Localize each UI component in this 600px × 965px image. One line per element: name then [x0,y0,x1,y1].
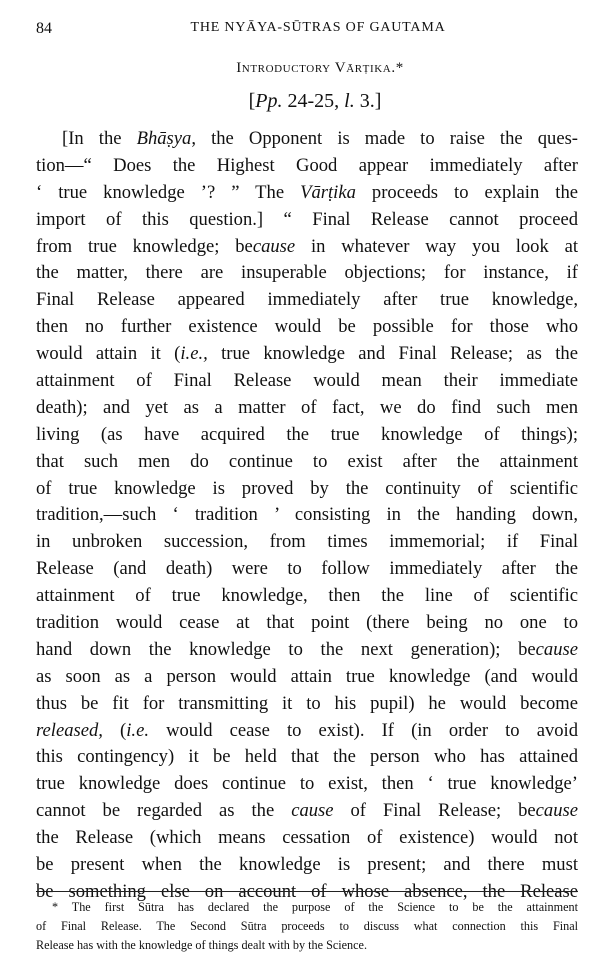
text-line: then no further existence would be possible for those who [36,316,578,338]
text-line: of true knowledge is proved by the continuity of scientific [36,477,578,499]
text-line: that such men do continue to exist after the attainment [36,450,578,472]
running-title: THE NYĀYA-SŪTRAS OF GAUTAMA [190,20,446,35]
text-line: the matter, there are insuperable objections; for instance, if [36,262,578,284]
text-line: would attain it (i.e., true knowledge and Final Release; as the [36,343,578,365]
text-line: true knowledge does continue to exist, then ‘ true knowledge’ [36,773,578,795]
text-line: Final Release appeared immediately after true knowledge, [36,289,578,311]
body-text [36,126,578,906]
text-line: living (as have acquired the true knowledge of things); [36,423,578,445]
text-line: death); and yet as a matter of fact, we do find such men [36,396,578,418]
text-line: ‘ true knowledge ’? ” The Vārṭika proceeds to explain the [36,181,579,203]
text-line: attainment of true knowledge, then the line of scientific [36,585,578,607]
running-head [36,20,560,42]
text-line: tion—“ Does the Highest Good appear immediately after [36,154,578,176]
text-line: be present when the knowledge is present; and there must [36,854,578,876]
footnote-line: of Final Release. The Second Sūtra proceeds to discuss what connection this Final [36,919,578,933]
text-line: from true knowledge; because in whatever way you look at [36,235,579,257]
section-heading: Introductory Vārṭika.* [236,60,404,76]
text-line: thus be fit for transmitting it to his pupil) he would become [36,692,578,714]
text-line: in unbroken succession, from times immemorial; if Final [36,531,578,553]
text-line: Release (and death) were to follow immediately after the [36,558,578,580]
text-line: import of this question.] “ Final Release cannot proceed [36,208,578,230]
text-line: tradition,—such ‘ tradition ’ consisting in the handing down, [36,504,578,526]
footnote-line: * The first Sūtra has declared the purpose of the Science to be the attainment [52,900,578,914]
footnote [36,898,578,955]
text-line: [In the Bhāṣya, the Opponent is made to raise the ques- [62,128,578,149]
footnote-divider [36,891,578,892]
page-number: 84 [36,20,52,37]
text-line: be something else on account of whose absence, the Release [36,880,578,902]
text-line: tradition would cease at that point (there being no one to [36,612,578,634]
text-line: cannot be regarded as the cause of Final Release; because [36,800,579,822]
text-line: the Release (which means cessation of existence) would not [36,827,578,849]
text-line: hand down the knowledge to the next generation); because [36,638,578,660]
text-line: this contingency) it be held that the person who has attained [36,746,578,768]
text-line: as soon as a person would attain true knowledge (and would [36,665,578,687]
page-reference: [Pp. 24-25, l. 3.] [248,90,382,112]
footnote-line: Release has with the knowledge of things dealt with by the Science. [36,938,368,952]
text-line: released, (i.e. would cease to exist). If (in order to avoid [36,719,579,741]
text-line: attainment of Final Release would mean their immediate [36,370,578,392]
